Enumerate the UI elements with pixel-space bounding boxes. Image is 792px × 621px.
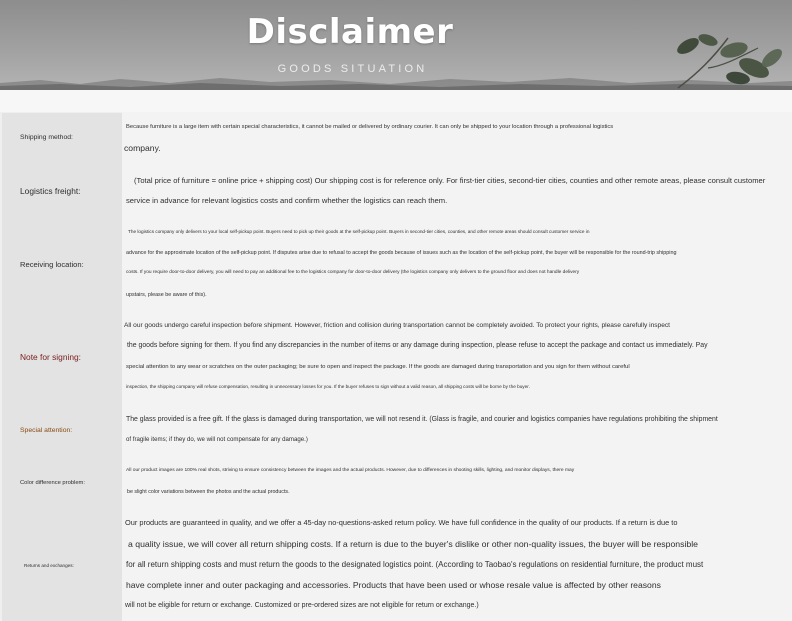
label-note-for-signing: Note for signing:: [20, 352, 81, 362]
logistics-freight-text: service in advance for relevant logistics costs and confirm whether the logistics can reach them.: [126, 196, 448, 205]
returns-text: a quality issue, we will cover all return shipping costs. If a return is due to the buyer's dislike or other non-quality issues, the buyer will be responsible: [128, 539, 699, 549]
header-banner: [0, 0, 792, 90]
color-difference-text: be slight color variations between the photos and the actual products.: [127, 489, 290, 495]
special-attention-text: of fragile items; if they do, we will not compensate for any damage.): [126, 436, 308, 443]
page-title: Disclaimer: [246, 12, 454, 52]
returns-text: will not be eligible for return or exchange. Customized or pre-ordered sizes are not eligible for return or exchange.): [125, 602, 479, 609]
receiving-location-text: advance for the approximate location of the self-pickup point. If disputes arise due to refusal to accept the goods because of issues such as the location of the self-pickup point, the buyer will be responsible for the round-trip shipping: [126, 250, 677, 256]
label-returns-and-exchanges: Returns and exchanges:: [24, 563, 74, 568]
returns-text: have complete inner and outer packaging and accessories. Products that have been used or whose resale value is affected by other reasons: [126, 580, 661, 590]
page-subtitle: GOODS SITUATION: [277, 63, 428, 75]
banner-gap: [0, 90, 792, 112]
label-special-attention: Special attention:: [20, 427, 73, 434]
shipping-method-text: Because furniture is a large item with certain special characteristics, it cannot be mailed or delivered by ordinary courier. It can only be shipped to your location through a professional logistics: [126, 124, 614, 130]
note-for-signing-text: inspection, the shipping company will refuse compensation, resulting in unnecessary losses for you. If the buyer refuses to sign without a valid reason, all shipping costs will be borne by the buyer.: [126, 384, 530, 389]
receiving-location-text: costs. If you require door-to-door delivery, you will need to pay an additional fee to the logistics company for door-to-door delivery (the logistics company only delivers to the ground floor and does not handle delivery: [126, 270, 580, 275]
receiving-location-text: upstairs, please be aware of this).: [126, 292, 207, 298]
special-attention-text: The glass provided is a free gift. If the glass is damaged during transportation, we will not resend it. (Glass is fragile, and courier and logistics companies have regulations prohibiting the shipment: [126, 416, 718, 423]
note-for-signing-text: special attention to any wear or scratches on the outer packaging; be sure to open and inspect the package. If the goods are damaged during transportation and you sign for them without careful: [126, 364, 630, 370]
returns-text: Our products are guaranteed in quality, and we offer a 45-day no-questions-asked return policy. We have full confidence in the quality of our products. If a return is due to: [125, 518, 678, 527]
plant-decoration: [668, 28, 788, 90]
logistics-freight-text: (Total price of furniture = online price + shipping cost) Our shipping cost is for reference only. For first-tier cities, second-tier cities, counties and other remote areas, please consult customer: [134, 176, 766, 185]
shipping-method-text: company.: [124, 143, 161, 153]
note-for-signing-text: the goods before signing for them. If you find any discrepancies in the number of items or any damage during inspection, please refuse to accept the package and contact us immediately. Pay: [127, 342, 708, 349]
label-shipping-method: Shipping method:: [20, 134, 73, 141]
receiving-location-text: The logistics company only delivers to your local self-pickup point. Buyers need to pick up their goods at the self-pickup point. Buyers in second-tier cities, counties, and other remote areas should consult customer service in: [128, 229, 590, 234]
returns-text: for all return shipping costs and must return the goods to the designated logistics point. (According to Taobao's regulations on residential furniture, the product must: [126, 560, 704, 569]
label-logistics-freight: Logistics freight:: [20, 186, 81, 196]
label-color-difference: Color difference problem:: [20, 480, 85, 486]
note-for-signing-text: All our goods undergo careful inspection before shipment. However, friction and collision during transportation cannot be completely avoided. To protect your rights, please carefully inspect: [124, 322, 671, 329]
color-difference-text: All our product images are 100% real shots, striving to ensure consistency between the images and the actual products. However, due to differences in shooting skills, lighting, and monitor displays, there may: [126, 468, 575, 473]
label-receiving-location: Receiving location:: [20, 260, 84, 269]
